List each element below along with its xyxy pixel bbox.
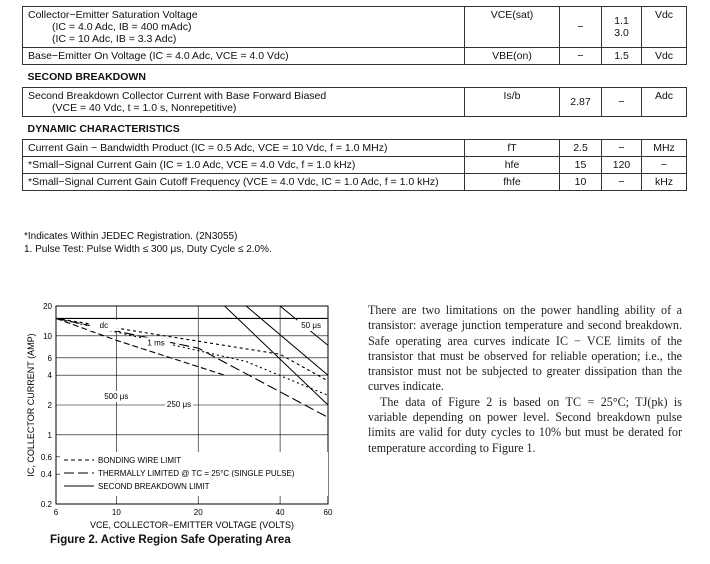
- x-tick-label: 60: [323, 508, 333, 517]
- series-line-dc: [56, 318, 225, 375]
- section-heading: SECOND BREAKDOWN: [23, 65, 687, 88]
- typ-cell: 15: [560, 157, 602, 174]
- table-row: [23, 174, 687, 191]
- unit-cell: kHz: [642, 174, 687, 191]
- characteristic-cell: [23, 48, 465, 65]
- characteristic-name: Current Gain − Bandwidth Product (IC = 0.5 Adc, VCE = 10 Vdc, f = 1.0 MHz): [28, 142, 388, 154]
- section-row: [23, 117, 687, 140]
- typ-cell: 2.87: [560, 88, 602, 117]
- table-row: [23, 140, 687, 157]
- typ-cell: 10: [560, 174, 602, 191]
- characteristic-cell: [23, 174, 465, 191]
- unit-cell: Vdc: [642, 48, 687, 65]
- max-cell: 1.5: [602, 48, 642, 65]
- y-tick-label: 20: [43, 302, 52, 311]
- curve-label: 1 ms: [147, 338, 165, 348]
- typ-cell: −: [560, 48, 602, 65]
- symbol-cell: VBE(on): [465, 48, 560, 65]
- soa-chart-svg: [16, 296, 356, 536]
- symbol-cell: hfe: [465, 157, 560, 174]
- body-text: [368, 303, 682, 456]
- characteristic-cell: [23, 157, 465, 174]
- table-notes: [24, 230, 272, 256]
- x-tick-label: 20: [193, 508, 203, 517]
- x-tick-label: 10: [111, 508, 121, 517]
- y-axis-label: IC, COLLECTOR CURRENT (AMP): [26, 333, 36, 477]
- second-breakdown-line: [246, 306, 328, 375]
- test-condition: (IC = 4.0 Adc, IB = 400 mAdc): [52, 21, 192, 33]
- y-tick-label: 0.2: [40, 500, 52, 509]
- note-jedec: *Indicates Within JEDEC Registration. (2N3055): [24, 231, 238, 242]
- y-tick-label: 1: [47, 430, 52, 440]
- y-tick-label: 6: [47, 353, 52, 363]
- max-cell: −: [602, 140, 642, 157]
- characteristic-cell: [23, 7, 465, 48]
- y-tick-label: 4: [47, 371, 52, 381]
- unit-cell: Adc: [642, 88, 687, 117]
- curve-label: 250 μs: [166, 400, 192, 410]
- figure-caption: Figure 2. Active Region Safe Operating Area: [50, 534, 291, 546]
- x-tick-label: 40: [275, 508, 285, 517]
- test-condition: (IC = 10 Adc, IB = 3.3 Adc): [52, 33, 177, 45]
- table-body: [23, 7, 687, 191]
- y-tick-label: 10: [43, 331, 52, 341]
- curve-label: 500 μs: [104, 391, 129, 401]
- y-tick-label: 2: [47, 401, 52, 410]
- unit-cell: Vdc: [642, 7, 687, 48]
- symbol-cell: fT: [465, 140, 560, 157]
- characteristic-name: Collector−Emitter Saturation Voltage: [28, 9, 198, 21]
- characteristic-cell: [23, 88, 465, 117]
- prose-paragraph-2: The data of Figure 2 is based on TC = 25°C; TJ(pk) is variable depending on power level. Second breakdown pulse limits are valid for duty cycles to 10% but must be derated for temperature according to Figure 1.: [368, 394, 682, 455]
- max-cell: 1.1 3.0: [602, 7, 642, 48]
- max-cell: 120: [602, 157, 642, 174]
- characteristic-name: Base−Emitter On Voltage (IC = 4.0 Adc, VCE = 4.0 Vdc): [28, 50, 289, 62]
- y-tick-label: 0.6: [40, 452, 52, 462]
- unit-cell: MHz: [642, 140, 687, 157]
- y-tick-label: 0.4: [40, 470, 52, 480]
- max-cell: −: [602, 88, 642, 117]
- max-cell: −: [602, 174, 642, 191]
- soa-chart: [16, 296, 356, 556]
- symbol-cell: Is/b: [465, 88, 560, 117]
- prose-paragraph-1: There are two limitations on the power handling ability of a transistor: average junction temperature and second breakdown. Safe operating area curves indicate IC − VCE limits of the transistor that must be observed for reliable operation; i.e., the transistor must not be subjected to greater dissipation than the curves indicate.: [368, 303, 682, 394]
- table-row: [23, 88, 687, 117]
- table-row: [23, 7, 687, 48]
- legend-label: THERMALLY LIMITED @ TC = 25°C (SINGLE PULSE): [98, 469, 295, 478]
- curve-label: dc: [99, 320, 109, 330]
- typ-cell: −: [560, 7, 602, 48]
- characteristic-cell: [23, 140, 465, 157]
- symbol-cell: fhfe: [465, 174, 560, 191]
- note-pulse-test: 1. Pulse Test: Pulse Width ≤ 300 μs, Duty Cycle ≤ 2.0%.: [24, 244, 272, 255]
- x-tick-label: 6: [53, 508, 59, 517]
- unit-cell: −: [642, 157, 687, 174]
- legend-label: BONDING WIRE LIMIT: [98, 456, 182, 465]
- x-axis-label: VCE, COLLECTOR−EMITTER VOLTAGE (VOLTS): [89, 520, 295, 530]
- table-row: [23, 48, 687, 65]
- characteristic-name: *Small−Signal Current Gain (IC = 1.0 Adc, VCE = 4.0 Vdc, f = 1.0 kHz): [28, 159, 356, 171]
- curve-label: 50 μs: [301, 320, 321, 330]
- legend-label: SECOND BREAKDOWN LIMIT: [98, 482, 210, 491]
- typ-cell: 2.5: [560, 140, 602, 157]
- symbol-cell: VCE(sat): [465, 7, 560, 48]
- characteristic-name: *Small−Signal Current Gain Cutoff Frequency (VCE = 4.0 Vdc, IC = 1.0 Adc, f = 1.0 kHz): [28, 176, 439, 188]
- electrical-characteristics-table: [22, 6, 687, 191]
- table-row: [23, 157, 687, 174]
- test-condition: (VCE = 40 Vdc, t = 1.0 s, Nonrepetitive): [52, 102, 237, 114]
- section-heading: DYNAMIC CHARACTERISTICS: [23, 117, 687, 140]
- characteristic-name: Second Breakdown Collector Current with Base Forward Biased: [28, 90, 327, 102]
- section-row: [23, 65, 687, 88]
